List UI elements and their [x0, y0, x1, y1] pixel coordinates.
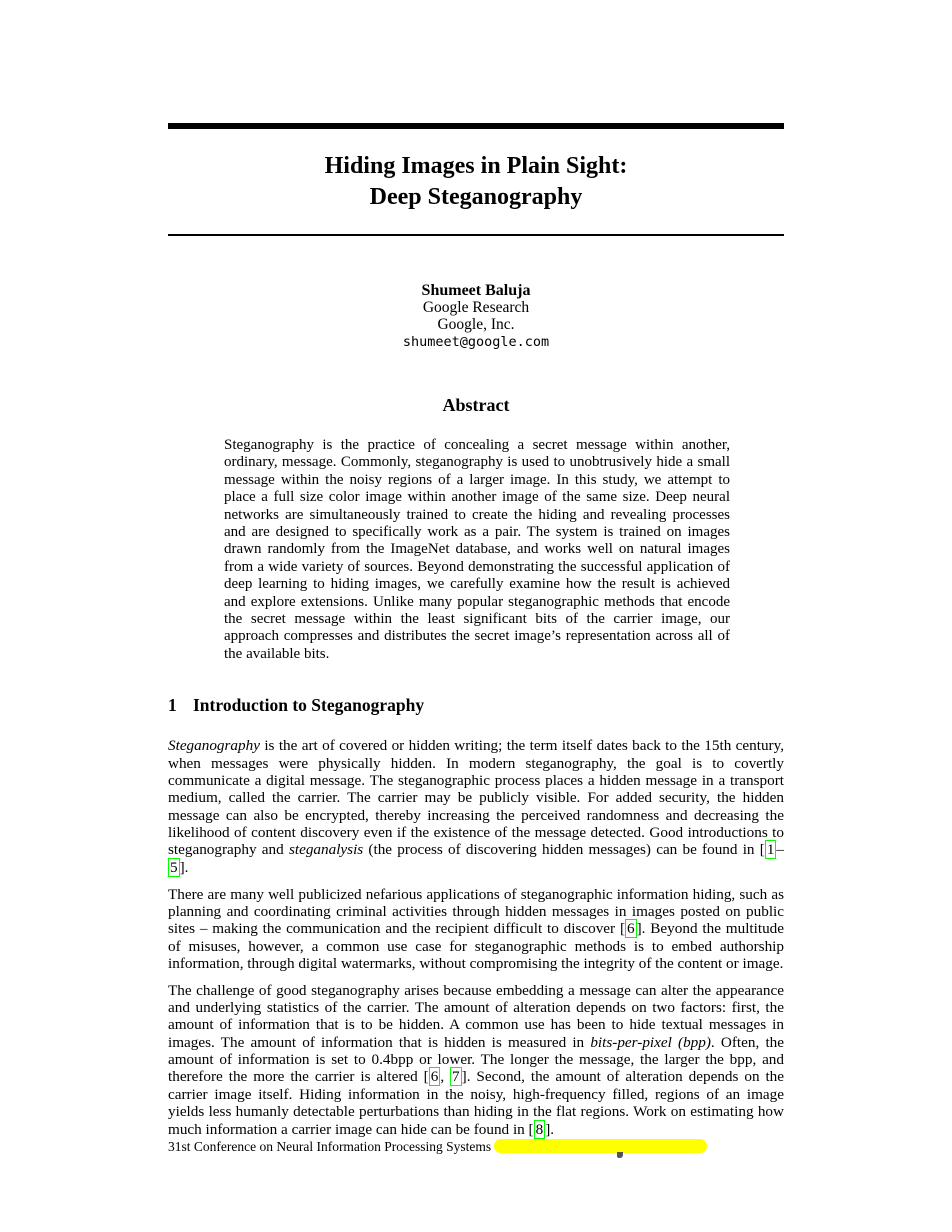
paragraph-2 — [168, 886, 784, 973]
citation-link[interactable]: 1 — [766, 841, 775, 859]
italic-text-run: steganalysis — [288, 841, 364, 859]
text-run: (the process of discovering hidden messages) can be found in [ — [363, 841, 765, 859]
text-run: is the art of covered or hidden writing; the term itself dates back to the 15th century, when messages were physically hidden. In modern steganography, the goal is to covertly communicate a digital message. The steganographic process places a hidden message in a transport medium, called the carrier. The carrier may be publicly visible. For added security, the hidden message can also be encrypted, thereby increasing the perceived randomness and decreasing the likelihood of content discovery even if the existence of the message detected. Good introductions to steganography and — [168, 737, 784, 859]
paragraph-3 — [168, 982, 784, 1138]
author-affiliation-2: Google, Inc. — [437, 315, 515, 333]
author-email: shumeet@google.com — [402, 334, 550, 350]
paragraph-1 — [168, 737, 784, 876]
abstract-body: Steganography is the practice of concealing a secret message within another, ordinary, message. Commonly, steganography is used to unobtrusively hide a small message within the noisy regions of a larger image. In this study, we attempt to place a full size color image within another image of the same size. Deep neural networks are simultaneously trained to create the hiding and revealing processes and are designed to specifically work as a pair. The system is trained on images drawn randomly from the ImageNet database, and works well on natural images from a wide variety of sources. Beyond demonstrating the successful application of deep learning to hiding images, we carefully examine how the result is achieved and explore extensions. Unlike many popular steganographic methods that encode the secret message within the least significant bits of the carrier image, our approach compresses and distributes the secret image’s representation across all of the available bits. — [224, 437, 730, 662]
abstract-heading: Abstract — [442, 395, 510, 415]
text-run: ]. — [545, 1120, 555, 1138]
text-run: The challenge of good steganography arises because embedding a message can alter the appearance and underlying statistics of the carrier. The amount of alteration depends on two factors: first, the amount of information that is to be hidden. A common use has been to hide textual messages in images. The amount of information that is hidden is measured in — [168, 981, 784, 1051]
italic-text-run: Steganography — [168, 737, 260, 755]
text-run: – — [776, 841, 784, 859]
footer-highlight-redaction — [494, 1139, 707, 1153]
title-rule-thin — [168, 234, 784, 236]
paper-title-line-2: Deep Steganography — [369, 184, 583, 210]
text-run: . Often, the amount of information is set to 0.4bpp or lower. The longer the message, the larger the bpp, and therefore the more the carrier is altered [ — [168, 1033, 784, 1086]
section-1-title: Introduction to Steganography — [193, 695, 425, 716]
italic-text-run: bits-per-pixel (bpp) — [590, 1033, 711, 1051]
top-rule-thick — [168, 123, 784, 129]
text-run: ]. Beyond the multitude of misuses, however, a common use case for steganographic methods is to embed authorship information, through digital watermarks, without compromising the integrity of the content or image. — [168, 920, 784, 972]
citation-link[interactable]: 7 — [452, 1068, 460, 1086]
paper-title — [168, 151, 784, 213]
footer-conference-text: 31st Conference on Neural Information Processing Systems — [168, 1139, 492, 1154]
text-run: There are many well publicized nefarious applications of steganographic information hiding, such as planning and coordinating criminal activities through hidden messages in images posted on public sites – making the communication and the recipient difficult to discover [ — [168, 885, 784, 938]
footer — [168, 1139, 784, 1155]
text-column — [168, 0, 784, 1138]
text-run: , — [440, 1068, 451, 1086]
author-block — [168, 282, 784, 351]
citation-link[interactable]: 5 — [170, 858, 178, 876]
paper-title-line-1: Hiding Images in Plain Sight: — [324, 153, 628, 179]
text-run: ]. Second, the amount of alteration depends on the carrier image itself. Hiding information in the noisy, high-frequency filled, regions of an image yields less humanly detectable perturbations than hiding in the flat regions. Work on estimating how much information a carrier image can hide can be found in [ — [168, 1068, 785, 1138]
text-run: ]. — [179, 858, 189, 876]
author-affiliation-1: Google Research — [422, 299, 530, 316]
section-1-number: 1 — [168, 695, 177, 716]
section-1-heading — [168, 695, 784, 715]
obscured-text-descender — [617, 1152, 623, 1158]
citation-link[interactable]: 8 — [535, 1120, 544, 1138]
citation-link[interactable]: 6 — [430, 1068, 439, 1086]
citation-link[interactable]: 6 — [627, 920, 635, 938]
author-name: Shumeet Baluja — [421, 282, 531, 299]
